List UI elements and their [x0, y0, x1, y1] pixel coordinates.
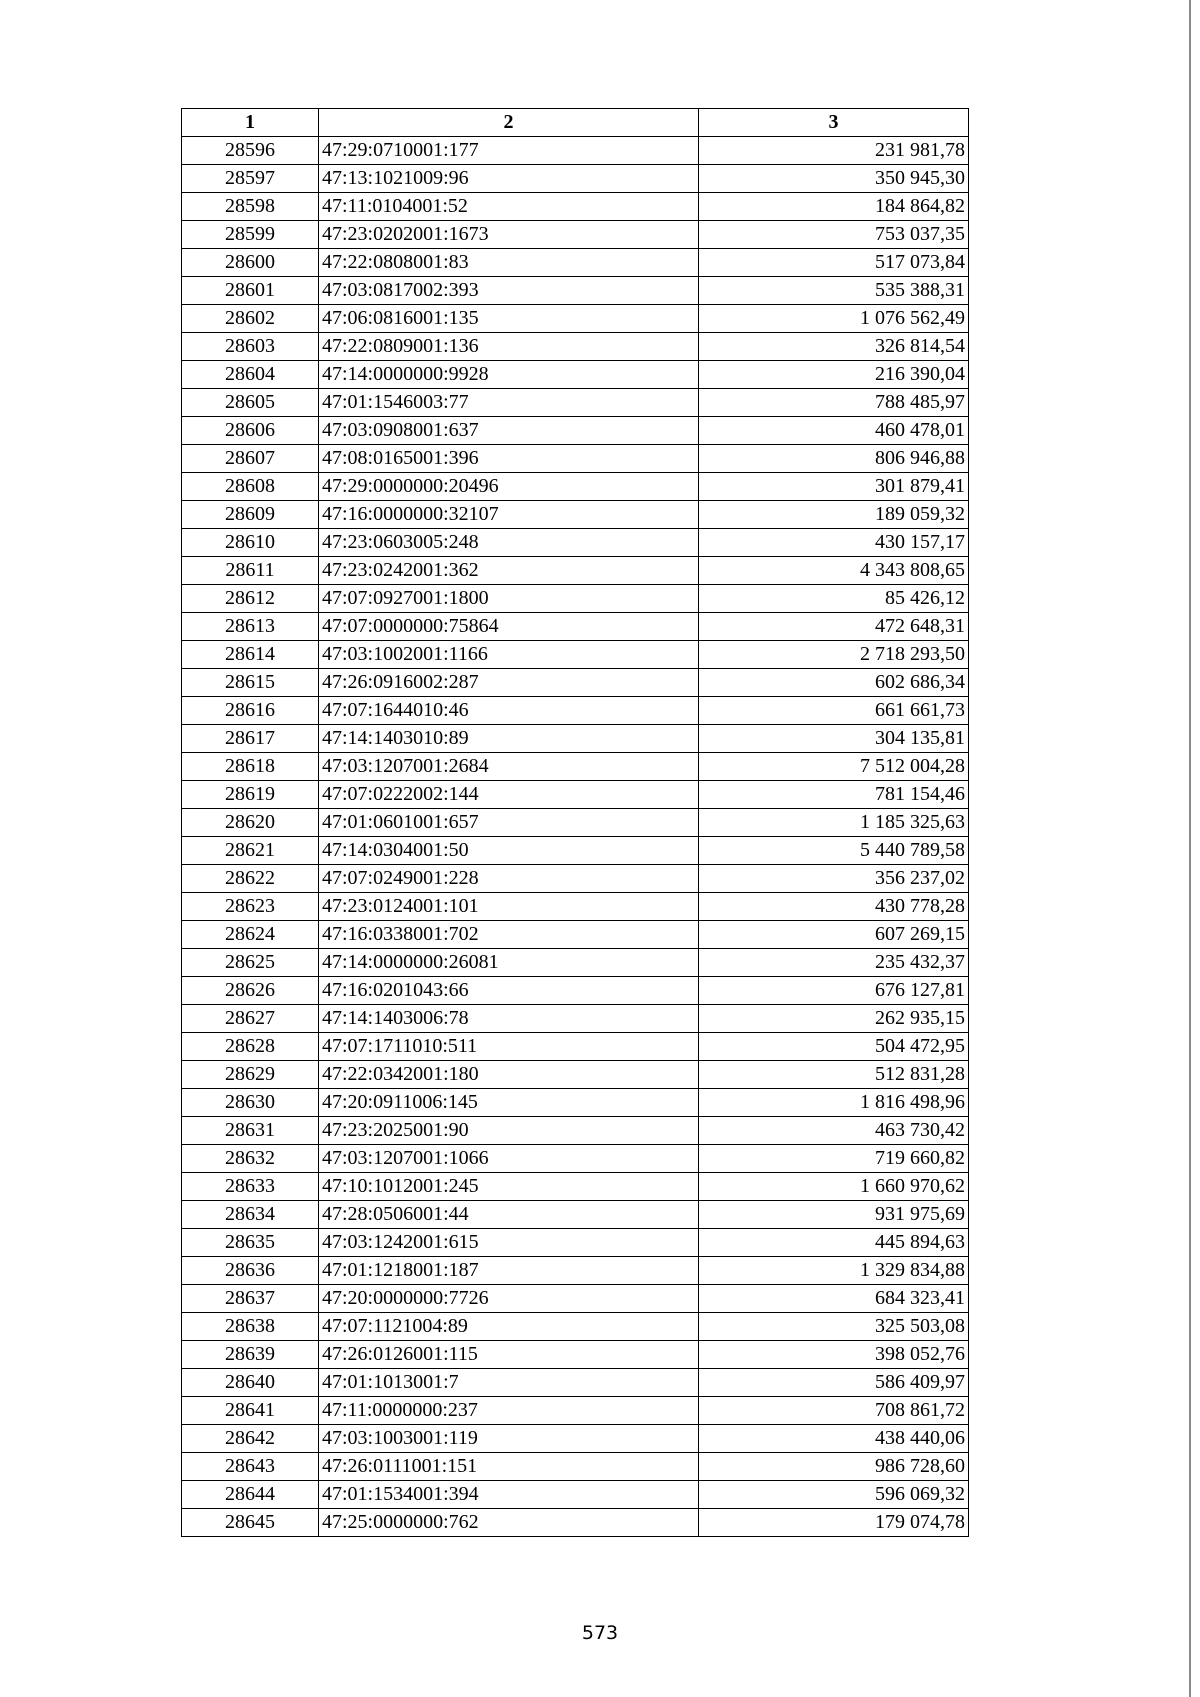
- cadastral-number-cell: 47:14:0304001:50: [319, 837, 699, 865]
- table-row: [182, 837, 969, 865]
- cadastral-number-cell: 47:25:0000000:762: [319, 1509, 699, 1537]
- cadastral-number-cell: 47:26:0126001:115: [319, 1341, 699, 1369]
- cadastral-number-cell: 47:20:0000000:7726: [319, 1285, 699, 1313]
- cadastral-number-cell: 47:01:1013001:7: [319, 1369, 699, 1397]
- row-number-cell: 28620: [182, 809, 319, 837]
- table-row: [182, 193, 969, 221]
- row-number-cell: 28628: [182, 1033, 319, 1061]
- row-number-cell: 28636: [182, 1257, 319, 1285]
- table-row: [182, 1453, 969, 1481]
- row-number-cell: 28630: [182, 1089, 319, 1117]
- row-number-cell: 28642: [182, 1425, 319, 1453]
- cadastral-value-cell: 676 127,81: [699, 977, 969, 1005]
- row-number-cell: 28608: [182, 473, 319, 501]
- cadastral-value-cell: 325 503,08: [699, 1313, 969, 1341]
- row-number-cell: 28614: [182, 641, 319, 669]
- row-number-cell: 28610: [182, 529, 319, 557]
- cadastral-number-cell: 47:11:0104001:52: [319, 193, 699, 221]
- table-row: [182, 1285, 969, 1313]
- table-row: [182, 753, 969, 781]
- row-number-cell: 28609: [182, 501, 319, 529]
- column-header-1: 1: [182, 109, 319, 137]
- cadastral-value-cell: 986 728,60: [699, 1453, 969, 1481]
- row-number-cell: 28604: [182, 361, 319, 389]
- table-body: [182, 137, 969, 1537]
- cadastral-value-cell: 931 975,69: [699, 1201, 969, 1229]
- cadastral-value-cell: 326 814,54: [699, 333, 969, 361]
- cadastral-value-cell: 1 185 325,63: [699, 809, 969, 837]
- table-row: [182, 585, 969, 613]
- page-edge-divider: [1189, 0, 1200, 1697]
- cadastral-number-cell: 47:22:0809001:136: [319, 333, 699, 361]
- row-number-cell: 28641: [182, 1397, 319, 1425]
- table-row: [182, 529, 969, 557]
- row-number-cell: 28597: [182, 165, 319, 193]
- cadastral-value-cell: 235 432,37: [699, 949, 969, 977]
- cadastral-value-cell: 781 154,46: [699, 781, 969, 809]
- cadastral-value-cell: 4 343 808,65: [699, 557, 969, 585]
- row-number-cell: 28602: [182, 305, 319, 333]
- cadastral-number-cell: 47:03:1242001:615: [319, 1229, 699, 1257]
- row-number-cell: 28627: [182, 1005, 319, 1033]
- table-row: [182, 893, 969, 921]
- cadastral-number-cell: 47:29:0710001:177: [319, 137, 699, 165]
- cadastral-number-cell: 47:07:0222002:144: [319, 781, 699, 809]
- cadastral-value-cell: 708 861,72: [699, 1397, 969, 1425]
- row-number-cell: 28633: [182, 1173, 319, 1201]
- cadastral-value-cell: 216 390,04: [699, 361, 969, 389]
- cadastral-value-cell: 445 894,63: [699, 1229, 969, 1257]
- cadastral-value-cell: 504 472,95: [699, 1033, 969, 1061]
- row-number-cell: 28635: [182, 1229, 319, 1257]
- table-row: [182, 473, 969, 501]
- cadastral-value-cell: 1 076 562,49: [699, 305, 969, 333]
- cadastral-value-cell: 806 946,88: [699, 445, 969, 473]
- cadastral-value-cell: 719 660,82: [699, 1145, 969, 1173]
- cadastral-number-cell: 47:01:1534001:394: [319, 1481, 699, 1509]
- row-number-cell: 28599: [182, 221, 319, 249]
- cadastral-value-cell: 231 981,78: [699, 137, 969, 165]
- cadastral-number-cell: 47:23:0202001:1673: [319, 221, 699, 249]
- cadastral-value-cell: 262 935,15: [699, 1005, 969, 1033]
- cadastral-number-cell: 47:03:1002001:1166: [319, 641, 699, 669]
- cadastral-value-cell: 301 879,41: [699, 473, 969, 501]
- row-number-cell: 28603: [182, 333, 319, 361]
- cadastral-value-cell: 463 730,42: [699, 1117, 969, 1145]
- row-number-cell: 28615: [182, 669, 319, 697]
- table-row: [182, 557, 969, 585]
- table-row: [182, 977, 969, 1005]
- cadastral-number-cell: 47:03:0817002:393: [319, 277, 699, 305]
- row-number-cell: 28596: [182, 137, 319, 165]
- row-number-cell: 28637: [182, 1285, 319, 1313]
- cadastral-value-cell: 602 686,34: [699, 669, 969, 697]
- cadastral-number-cell: 47:16:0201043:66: [319, 977, 699, 1005]
- cadastral-value-cell: 179 074,78: [699, 1509, 969, 1537]
- table-row: [182, 1089, 969, 1117]
- row-number-cell: 28601: [182, 277, 319, 305]
- row-number-cell: 28644: [182, 1481, 319, 1509]
- row-number-cell: 28632: [182, 1145, 319, 1173]
- cadastral-value-cell: 2 718 293,50: [699, 641, 969, 669]
- row-number-cell: 28617: [182, 725, 319, 753]
- page-number: 573: [581, 1622, 619, 1644]
- row-number-cell: 28612: [182, 585, 319, 613]
- table-row: [182, 249, 969, 277]
- cadastral-number-cell: 47:23:0242001:362: [319, 557, 699, 585]
- table-row: [182, 1369, 969, 1397]
- row-number-cell: 28607: [182, 445, 319, 473]
- cadastral-number-cell: 47:03:1207001:2684: [319, 753, 699, 781]
- cadastral-number-cell: 47:13:1021009:96: [319, 165, 699, 193]
- cadastral-number-cell: 47:07:0000000:75864: [319, 613, 699, 641]
- cadastral-number-cell: 47:01:0601001:657: [319, 809, 699, 837]
- cadastral-number-cell: 47:08:0165001:396: [319, 445, 699, 473]
- cadastral-value-cell: 398 052,76: [699, 1341, 969, 1369]
- row-number-cell: 28623: [182, 893, 319, 921]
- table-row: [182, 1229, 969, 1257]
- cadastral-value-cell: 438 440,06: [699, 1425, 969, 1453]
- row-number-cell: 28606: [182, 417, 319, 445]
- cadastral-value-cell: 607 269,15: [699, 921, 969, 949]
- row-number-cell: 28625: [182, 949, 319, 977]
- cadastral-number-cell: 47:23:2025001:90: [319, 1117, 699, 1145]
- table-row: [182, 417, 969, 445]
- cadastral-value-cell: 753 037,35: [699, 221, 969, 249]
- row-number-cell: 28634: [182, 1201, 319, 1229]
- cadastral-number-cell: 47:03:1207001:1066: [319, 1145, 699, 1173]
- row-number-cell: 28605: [182, 389, 319, 417]
- column-header-3: 3: [699, 109, 969, 137]
- cadastral-value-cell: 7 512 004,28: [699, 753, 969, 781]
- cadastral-value-cell: 5 440 789,58: [699, 837, 969, 865]
- cadastral-value-cell: 596 069,32: [699, 1481, 969, 1509]
- cadastral-number-cell: 47:07:1711010:511: [319, 1033, 699, 1061]
- cadastral-number-cell: 47:07:1644010:46: [319, 697, 699, 725]
- row-number-cell: 28613: [182, 613, 319, 641]
- table-row: [182, 165, 969, 193]
- cadastral-number-cell: 47:14:1403010:89: [319, 725, 699, 753]
- row-number-cell: 28631: [182, 1117, 319, 1145]
- table-row: [182, 1397, 969, 1425]
- row-number-cell: 28622: [182, 865, 319, 893]
- table-row: [182, 333, 969, 361]
- cadastral-number-cell: 47:14:1403006:78: [319, 1005, 699, 1033]
- cadastral-number-cell: 47:07:0927001:1800: [319, 585, 699, 613]
- cadastral-value-cell: 788 485,97: [699, 389, 969, 417]
- cadastral-number-cell: 47:01:1546003:77: [319, 389, 699, 417]
- row-number-cell: 28621: [182, 837, 319, 865]
- table-row: [182, 1005, 969, 1033]
- table-row: [182, 725, 969, 753]
- row-number-cell: 28629: [182, 1061, 319, 1089]
- row-number-cell: 28640: [182, 1369, 319, 1397]
- cadastral-number-cell: 47:16:0338001:702: [319, 921, 699, 949]
- cadastral-number-cell: 47:26:0916002:287: [319, 669, 699, 697]
- cadastral-number-cell: 47:11:0000000:237: [319, 1397, 699, 1425]
- table-row: [182, 305, 969, 333]
- cadastral-value-cell: 1 816 498,96: [699, 1089, 969, 1117]
- cadastral-number-cell: 47:03:0908001:637: [319, 417, 699, 445]
- cadastral-number-cell: 47:03:1003001:119: [319, 1425, 699, 1453]
- cadastral-value-cell: 85 426,12: [699, 585, 969, 613]
- row-number-cell: 28619: [182, 781, 319, 809]
- cadastral-number-cell: 47:10:1012001:245: [319, 1173, 699, 1201]
- row-number-cell: 28598: [182, 193, 319, 221]
- cadastral-number-cell: 47:28:0506001:44: [319, 1201, 699, 1229]
- cadastral-number-cell: 47:23:0603005:248: [319, 529, 699, 557]
- row-number-cell: 28638: [182, 1313, 319, 1341]
- cadastral-number-cell: 47:22:0342001:180: [319, 1061, 699, 1089]
- cadastral-value-cell: 586 409,97: [699, 1369, 969, 1397]
- table-row: [182, 221, 969, 249]
- table-row: [182, 501, 969, 529]
- table-row: [182, 641, 969, 669]
- table-row: [182, 1033, 969, 1061]
- table-row: [182, 697, 969, 725]
- cadastral-value-table: [181, 108, 969, 1537]
- table-row: [182, 1341, 969, 1369]
- table-row: [182, 389, 969, 417]
- table-row: [182, 277, 969, 305]
- cadastral-value-cell: 472 648,31: [699, 613, 969, 641]
- table-row: [182, 445, 969, 473]
- cadastral-value-cell: 304 135,81: [699, 725, 969, 753]
- table-row: [182, 1481, 969, 1509]
- cadastral-number-cell: 47:26:0111001:151: [319, 1453, 699, 1481]
- table-row: [182, 361, 969, 389]
- cadastral-value-cell: 189 059,32: [699, 501, 969, 529]
- cadastral-value-cell: 430 157,17: [699, 529, 969, 557]
- table-row: [182, 949, 969, 977]
- cadastral-value-cell: 684 323,41: [699, 1285, 969, 1313]
- row-number-cell: 28611: [182, 557, 319, 585]
- cadastral-value-cell: 512 831,28: [699, 1061, 969, 1089]
- cadastral-number-cell: 47:20:0911006:145: [319, 1089, 699, 1117]
- cadastral-value-cell: 430 778,28: [699, 893, 969, 921]
- row-number-cell: 28616: [182, 697, 319, 725]
- cadastral-value-cell: 1 660 970,62: [699, 1173, 969, 1201]
- row-number-cell: 28626: [182, 977, 319, 1005]
- cadastral-value-cell: 356 237,02: [699, 865, 969, 893]
- cadastral-number-cell: 47:06:0816001:135: [319, 305, 699, 333]
- row-number-cell: 28643: [182, 1453, 319, 1481]
- column-header-2: 2: [319, 109, 699, 137]
- table-row: [182, 1061, 969, 1089]
- cadastral-value-cell: 1 329 834,88: [699, 1257, 969, 1285]
- table-row: [182, 1257, 969, 1285]
- cadastral-value-cell: 184 864,82: [699, 193, 969, 221]
- row-number-cell: 28624: [182, 921, 319, 949]
- cadastral-number-cell: 47:29:0000000:20496: [319, 473, 699, 501]
- table-row: [182, 613, 969, 641]
- cadastral-value-cell: 517 073,84: [699, 249, 969, 277]
- cadastral-number-cell: 47:16:0000000:32107: [319, 501, 699, 529]
- cadastral-number-cell: 47:14:0000000:9928: [319, 361, 699, 389]
- table-row: [182, 1425, 969, 1453]
- row-number-cell: 28618: [182, 753, 319, 781]
- table-row: [182, 1313, 969, 1341]
- table-row: [182, 921, 969, 949]
- cadastral-number-cell: 47:07:1121004:89: [319, 1313, 699, 1341]
- cadastral-number-cell: 47:23:0124001:101: [319, 893, 699, 921]
- table-row: [182, 137, 969, 165]
- row-number-cell: 28645: [182, 1509, 319, 1537]
- cadastral-value-cell: 535 388,31: [699, 277, 969, 305]
- cadastral-number-cell: 47:22:0808001:83: [319, 249, 699, 277]
- table-row: [182, 1145, 969, 1173]
- cadastral-number-cell: 47:01:1218001:187: [319, 1257, 699, 1285]
- table-row: [182, 809, 969, 837]
- table-row: [182, 1509, 969, 1537]
- cadastral-value-cell: 661 661,73: [699, 697, 969, 725]
- table-row: [182, 1173, 969, 1201]
- cadastral-number-cell: 47:14:0000000:26081: [319, 949, 699, 977]
- table-row: [182, 669, 969, 697]
- cadastral-number-cell: 47:07:0249001:228: [319, 865, 699, 893]
- row-number-cell: 28600: [182, 249, 319, 277]
- table-header-row: [182, 109, 969, 137]
- table-row: [182, 1201, 969, 1229]
- table-row: [182, 1117, 969, 1145]
- cadastral-value-cell: 350 945,30: [699, 165, 969, 193]
- table-row: [182, 865, 969, 893]
- table-row: [182, 781, 969, 809]
- cadastral-value-cell: 460 478,01: [699, 417, 969, 445]
- row-number-cell: 28639: [182, 1341, 319, 1369]
